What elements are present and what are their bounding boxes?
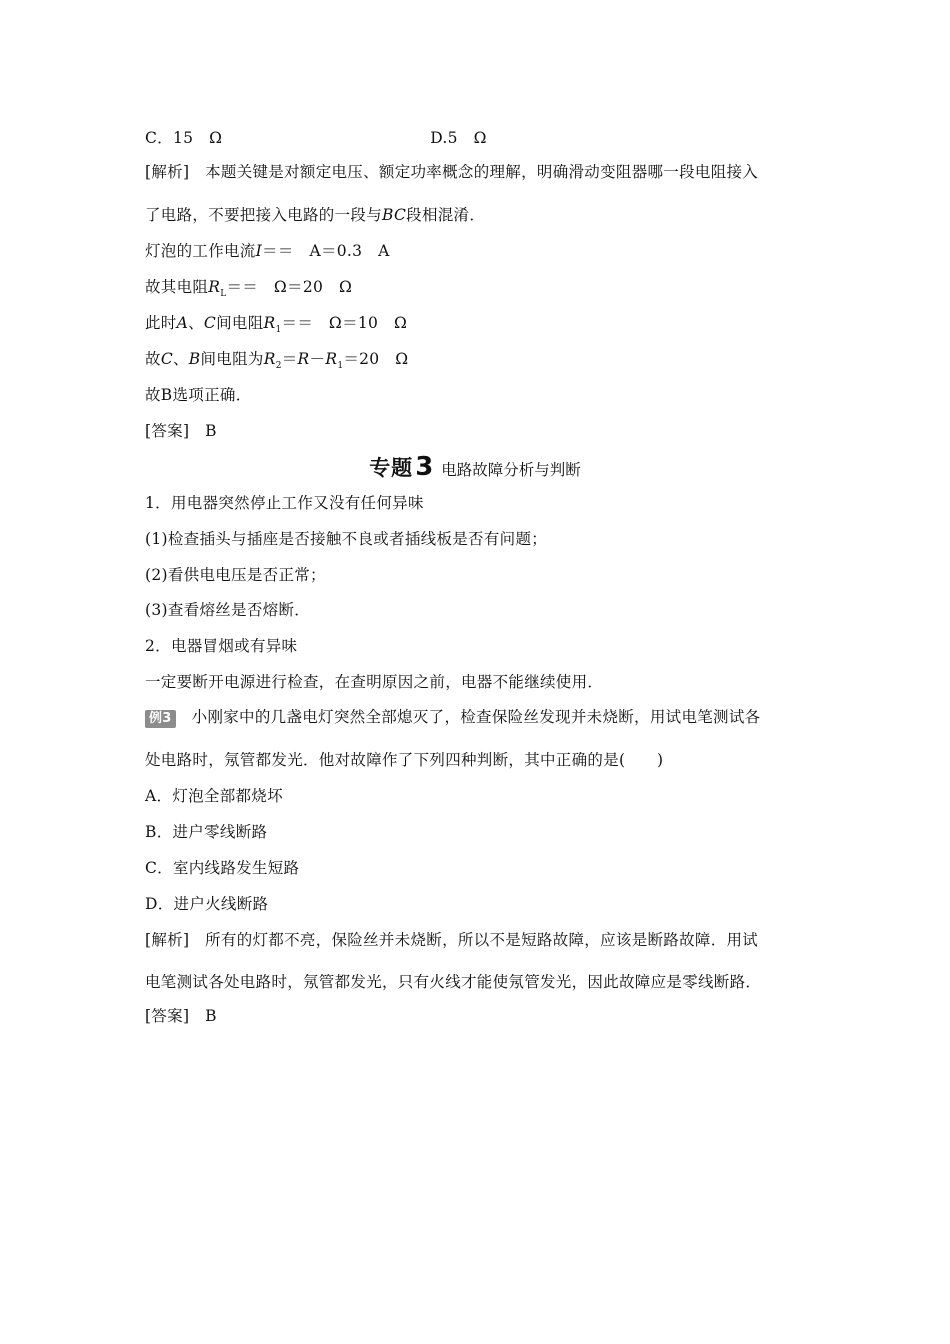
eq4-var-r2: R <box>263 350 276 368</box>
eq4-point-c: C <box>160 350 173 368</box>
eq4-var-r1: R <box>325 350 338 368</box>
eq1-value: ＝＝ A＝0.3 A <box>262 242 390 260</box>
point-1b: (2)看供电电压是否正常； <box>145 566 326 584</box>
eq3-point-a: A <box>176 314 189 332</box>
eq2-var: R <box>208 278 221 296</box>
eq4-text: 间电阻为 <box>200 350 264 368</box>
eq3-var: R <box>263 314 276 332</box>
eq3-point-c: C <box>203 314 217 332</box>
analysis1-text1: 本题关键是对额定电压、额定功率概念的理解，明确滑动变阻器哪一段电阻接入 <box>205 163 759 181</box>
equation-resistance-2 <box>145 348 408 377</box>
analysis1-text2a: 了电路，不要把接入电路的一段与 <box>145 206 383 224</box>
example-line1 <box>145 706 760 728</box>
option-c: C．15 Ω <box>145 129 223 147</box>
analysis2-line1 <box>145 929 758 951</box>
analysis1-tag: [解析] <box>145 163 190 181</box>
eq3-sep: 、 <box>188 314 204 332</box>
analysis1-line1 <box>145 161 758 183</box>
analysis2-tag: [解析] <box>145 931 190 949</box>
point-1c: (3)查看熔丝是否熔断． <box>145 601 311 619</box>
example-badge: 例3 <box>145 710 176 728</box>
option-d: D.5 Ω <box>430 129 487 147</box>
answer2-tag: [答案] <box>145 1007 190 1025</box>
eq4-var-r: R <box>297 350 310 368</box>
point-2: 2．电器冒烟或有异味 <box>145 637 298 655</box>
eq3-label: 此时 <box>145 314 177 332</box>
example-line2: 处电路时，氖管都发光．他对故障作了下列四种判断，其中正确的是( ) <box>145 751 664 769</box>
eq4-value: ＝20 Ω <box>343 350 409 368</box>
eq4-minus: － <box>309 350 326 368</box>
topic-label: 专题 <box>369 456 414 480</box>
example-option-d: D．进户火线断路 <box>145 895 269 913</box>
answer1 <box>145 420 217 442</box>
eq4-label: 故 <box>145 350 161 368</box>
topic-title: 电路故障分析与判断 <box>441 461 581 479</box>
analysis2-line2: 电笔测试各处电路时，氖管都发光，只有火线才能使氖管发光，因此故障应是零线断路． <box>145 973 762 991</box>
analysis1-text2c: 段相混淆． <box>406 206 486 224</box>
eq4-eq: ＝ <box>281 350 298 368</box>
equation-resistance-l <box>145 276 352 305</box>
eq4-sub: 2 <box>275 361 282 372</box>
eq2-value: ＝＝ Ω＝20 Ω <box>226 278 353 296</box>
analysis1-conclusion: 故B选项正确． <box>145 386 252 404</box>
answer1-tag: [答案] <box>145 422 190 440</box>
equation-current <box>145 240 390 262</box>
eq3-text: 间电阻 <box>216 314 264 332</box>
equation-resistance-1 <box>145 312 407 341</box>
point-2a: 一定要断开电源进行检查，在查明原因之前，电器不能继续使用． <box>145 673 604 691</box>
point-1a: (1)检查插头与插座是否接触不良或者插线板是否有问题； <box>145 530 548 548</box>
analysis2-text1: 所有的灯都不亮，保险丝并未烧断，所以不是短路故障，应该是断路故障．用试 <box>205 931 759 949</box>
point-1: 1．用电器突然停止工作又没有任何异味 <box>145 494 424 512</box>
answer2-value: B <box>205 1007 217 1025</box>
eq2-sub: L <box>220 289 227 300</box>
eq1-var: I <box>255 242 263 260</box>
options-top-row <box>145 127 487 149</box>
eq3-value: ＝＝ Ω＝10 Ω <box>281 314 408 332</box>
analysis1-line2 <box>145 204 485 226</box>
eq4-point-b: B <box>188 350 201 368</box>
topic-heading <box>0 452 950 482</box>
eq4-sep: 、 <box>172 350 189 368</box>
answer2 <box>145 1005 217 1027</box>
analysis1-text2b: BC <box>382 206 407 224</box>
example-option-b: B．进户零线断路 <box>145 823 268 841</box>
eq3-sub: 1 <box>275 325 282 336</box>
eq4-sub2: 1 <box>337 361 344 372</box>
topic-number: 3 <box>415 452 434 482</box>
example-option-c: C．室内线路发生短路 <box>145 859 300 877</box>
answer1-value: B <box>205 422 217 440</box>
example-option-a: A．灯泡全部都烧坏 <box>145 787 283 805</box>
example-text1: 小刚家中的几盏电灯突然全部熄灭了，检查保险丝发现并未烧断，用试电笔测试各 <box>191 708 761 726</box>
eq1-label: 灯泡的工作电流 <box>145 242 256 260</box>
eq2-label: 故其电阻 <box>145 278 209 296</box>
